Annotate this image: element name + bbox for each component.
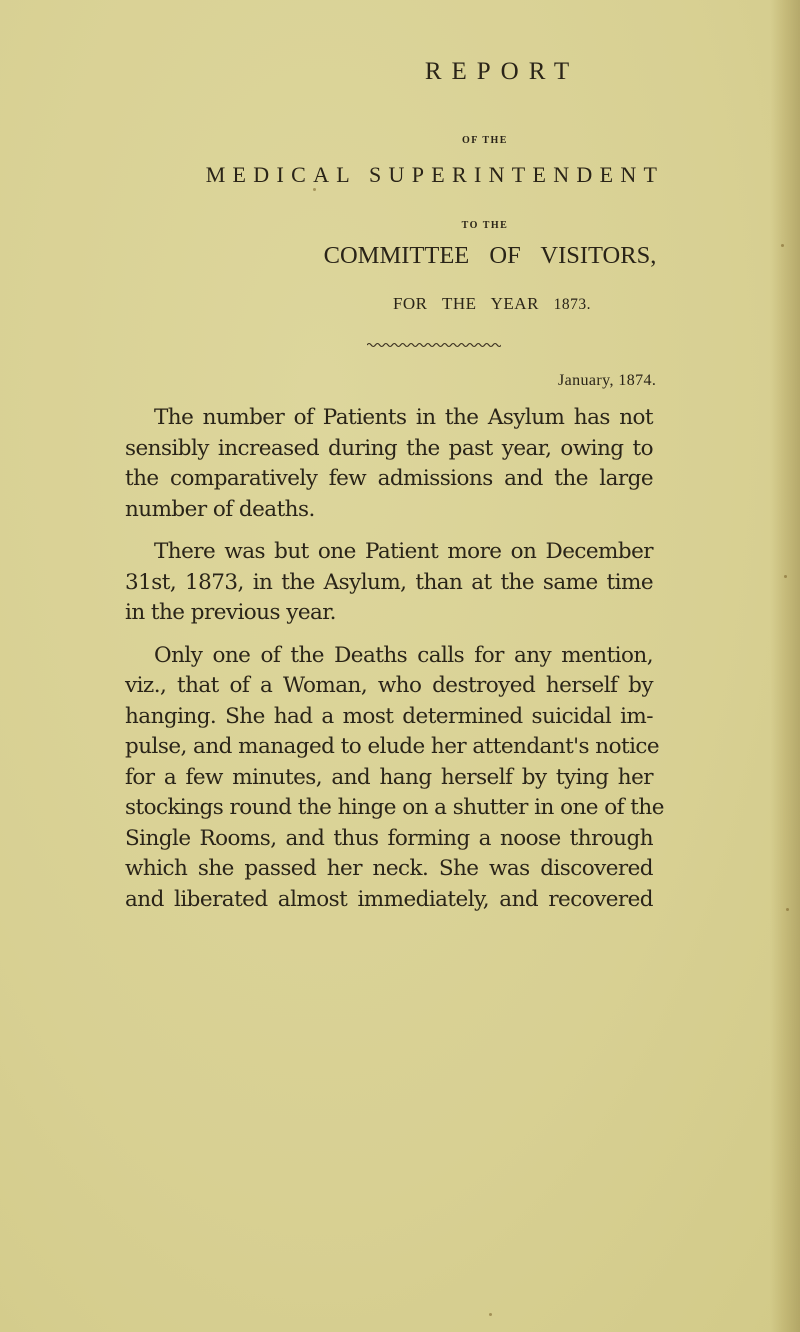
text-line: 31st, 1873, in the Asylum, than at the same time (125, 569, 653, 595)
title-for-the-year (92, 294, 800, 314)
text-line: There was but one Patient more on December (154, 539, 653, 564)
text-line: Single Rooms, and thus forming a noose through (125, 825, 653, 851)
paper-speck (313, 188, 316, 191)
paragraph-2 (125, 537, 653, 629)
report-body (125, 403, 664, 927)
title-of-the: OF THE (462, 135, 508, 146)
text-line: for a few minutes, and hang herself by tying her (125, 764, 653, 790)
paper-speck (786, 908, 789, 911)
paper-speck (489, 1313, 492, 1316)
text-line: in the previous year. (125, 600, 336, 625)
text-line: which she passed her neck. She was discovered (125, 856, 653, 881)
title-committee-of-visitors: COMMITTEE OF VISITORS, (323, 242, 657, 269)
title-to-the: TO THE (461, 220, 509, 231)
paragraph-1 (125, 403, 653, 525)
wavy-rule-ornament (367, 340, 501, 350)
text-line: hanging. She had a most determined suicidal im- (125, 703, 653, 729)
title-report: REPORT (424, 58, 580, 85)
text-line: pulse, and managed to elude her attendant's notice (125, 734, 660, 759)
title-medical-superintendent: MEDICAL SUPERINTENDENT (205, 162, 665, 187)
text-line: and liberated almost immediately, and recovered (125, 886, 653, 912)
paper-speck (781, 244, 784, 247)
report-date: January, 1874. (558, 372, 657, 389)
title-year-number: 1873. (553, 296, 592, 313)
title-year-prefix: FOR THE YEAR (392, 294, 539, 313)
text-line: sensibly increased during the past year, owing to (125, 435, 653, 461)
paragraph-3 (125, 641, 664, 916)
text-line: number of deaths. (125, 496, 315, 522)
paper-speck (784, 575, 787, 578)
text-line: the comparatively few admissions and the large (125, 466, 653, 491)
text-line: Only one of the Deaths calls for any mention, (154, 642, 653, 668)
text-line: stockings round the hinge on a shutter in one of the (125, 795, 664, 820)
text-line: The number of Patients in the Asylum has not (154, 405, 653, 430)
text-line: viz., that of a Woman, who destroyed herself by (125, 673, 653, 698)
